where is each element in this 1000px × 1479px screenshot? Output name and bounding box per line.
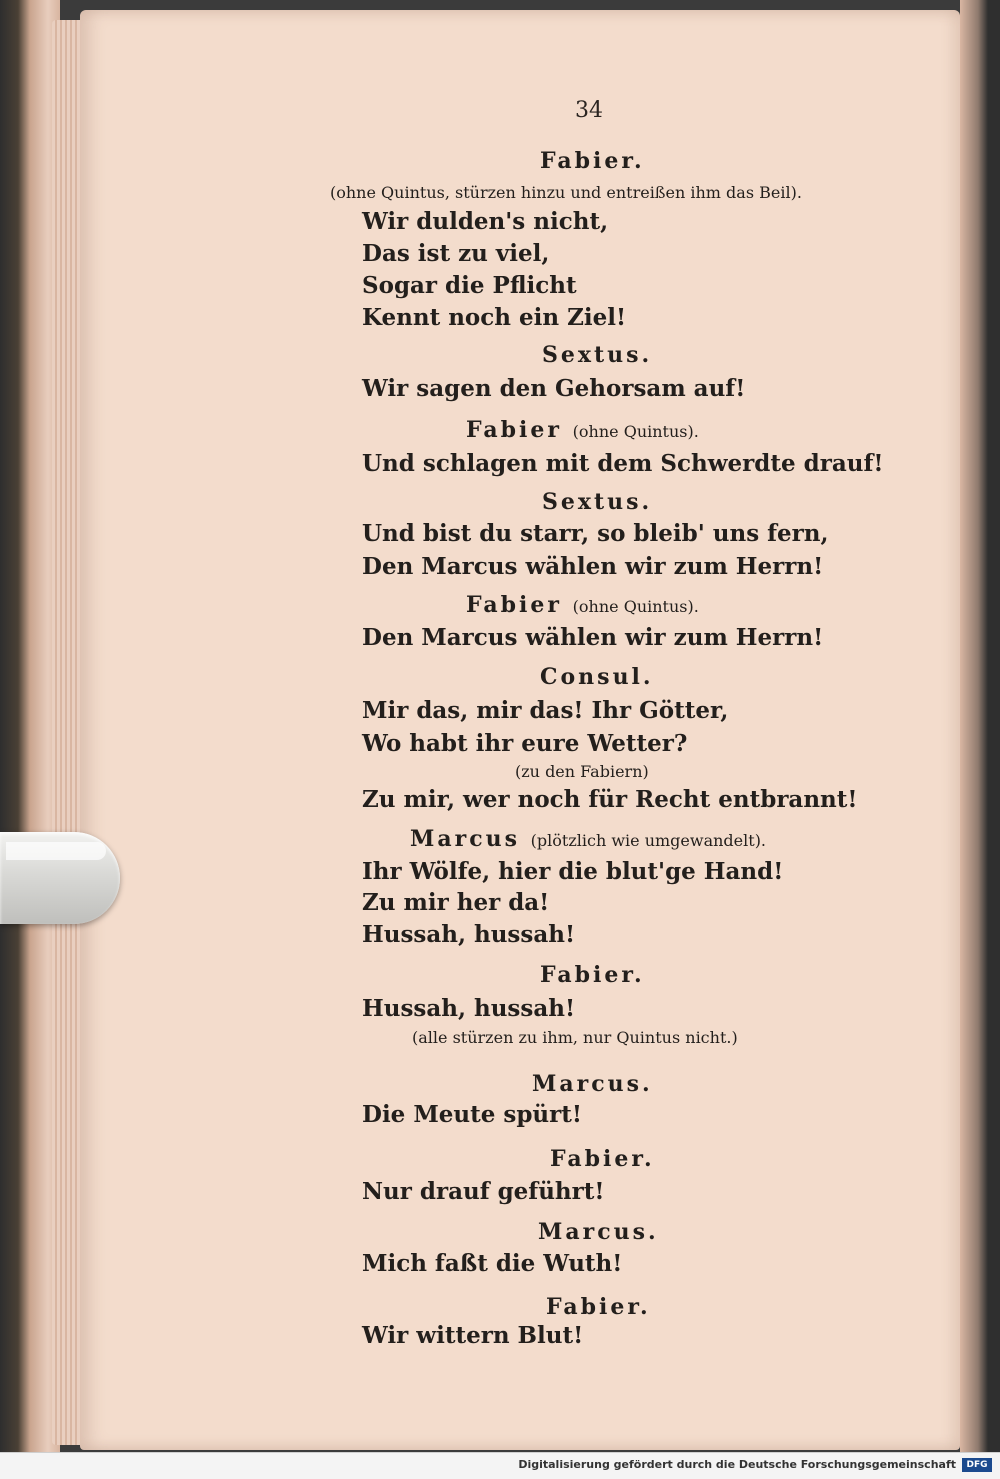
speaker-name: Fabier bbox=[466, 417, 562, 443]
verse-line: Den Marcus wählen wir zum Herrn! bbox=[362, 553, 824, 580]
verse-line: Zu mir, wer noch für Recht entbrannt! bbox=[362, 786, 858, 813]
book-binding-right bbox=[960, 0, 1000, 1452]
verse-line: Kennt noch ein Ziel! bbox=[362, 304, 627, 331]
verse-line: Hussah, hussah! bbox=[362, 995, 576, 1022]
footer-credit: Digitalisierung gefördert durch die Deutsche Forschungsgemeinschaft bbox=[518, 1458, 956, 1471]
page-number: 34 bbox=[575, 98, 603, 123]
speaker-line bbox=[410, 826, 766, 852]
verse-line: Wir sagen den Gehorsam auf! bbox=[362, 375, 746, 402]
verse-line: Mich faßt die Wuth! bbox=[362, 1250, 623, 1277]
verse-line: Wo habt ihr eure Wetter? bbox=[362, 730, 688, 757]
speaker-direction: (ohne Quintus). bbox=[572, 422, 699, 441]
verse-line: Wir wittern Blut! bbox=[362, 1322, 584, 1349]
verse-line: Zu mir her da! bbox=[362, 889, 550, 916]
book-clip bbox=[0, 832, 120, 924]
verse-line: Mir das, mir das! Ihr Götter, bbox=[362, 697, 729, 724]
verse-line: Und schlagen mit dem Schwerdte drauf! bbox=[362, 450, 884, 477]
speaker-line: Marcus. bbox=[532, 1071, 653, 1097]
verse-line: Ihr Wölfe, hier die blut'ge Hand! bbox=[362, 858, 784, 885]
speaker-direction: (ohne Quintus). bbox=[572, 597, 699, 616]
verse-line: Das ist zu viel, bbox=[362, 240, 550, 267]
verse-line: Hussah, hussah! bbox=[362, 921, 576, 948]
verse-line: Wir dulden's nicht, bbox=[362, 208, 609, 235]
speaker-line: Sextus. bbox=[542, 342, 653, 368]
speaker-line: Fabier. bbox=[540, 148, 645, 174]
speaker-name: Fabier bbox=[466, 592, 562, 618]
verse-line: Und bist du starr, so bleib' uns fern, bbox=[362, 520, 829, 547]
speaker-name: Marcus bbox=[410, 826, 520, 852]
speaker-line bbox=[466, 592, 699, 618]
speaker-line: Sextus. bbox=[542, 489, 653, 515]
stage-direction: (alle stürzen zu ihm, nur Quintus nicht.) bbox=[412, 1028, 738, 1047]
stage-direction: (zu den Fabiern) bbox=[515, 762, 649, 781]
speaker-direction: (plötzlich wie umgewandelt). bbox=[530, 831, 767, 850]
verse-line: Nur drauf geführt! bbox=[362, 1178, 605, 1205]
speaker-line: Consul. bbox=[540, 664, 654, 690]
verse-line: Die Meute spürt! bbox=[362, 1101, 582, 1128]
verse-line: Sogar die Pflicht bbox=[362, 272, 577, 299]
speaker-line: Fabier. bbox=[550, 1146, 655, 1172]
stage-direction: (ohne Quintus, stürzen hinzu und entreißen ihm das Beil). bbox=[330, 183, 802, 202]
speaker-line: Marcus. bbox=[538, 1219, 659, 1245]
speaker-line: Fabier. bbox=[546, 1294, 651, 1320]
verse-line: Den Marcus wählen wir zum Herrn! bbox=[362, 624, 824, 651]
speaker-line bbox=[466, 417, 699, 443]
speaker-line: Fabier. bbox=[540, 962, 645, 988]
dfg-logo: DFG bbox=[962, 1458, 992, 1472]
footer-bar bbox=[0, 1452, 1000, 1479]
book-binding-left bbox=[0, 0, 60, 1452]
